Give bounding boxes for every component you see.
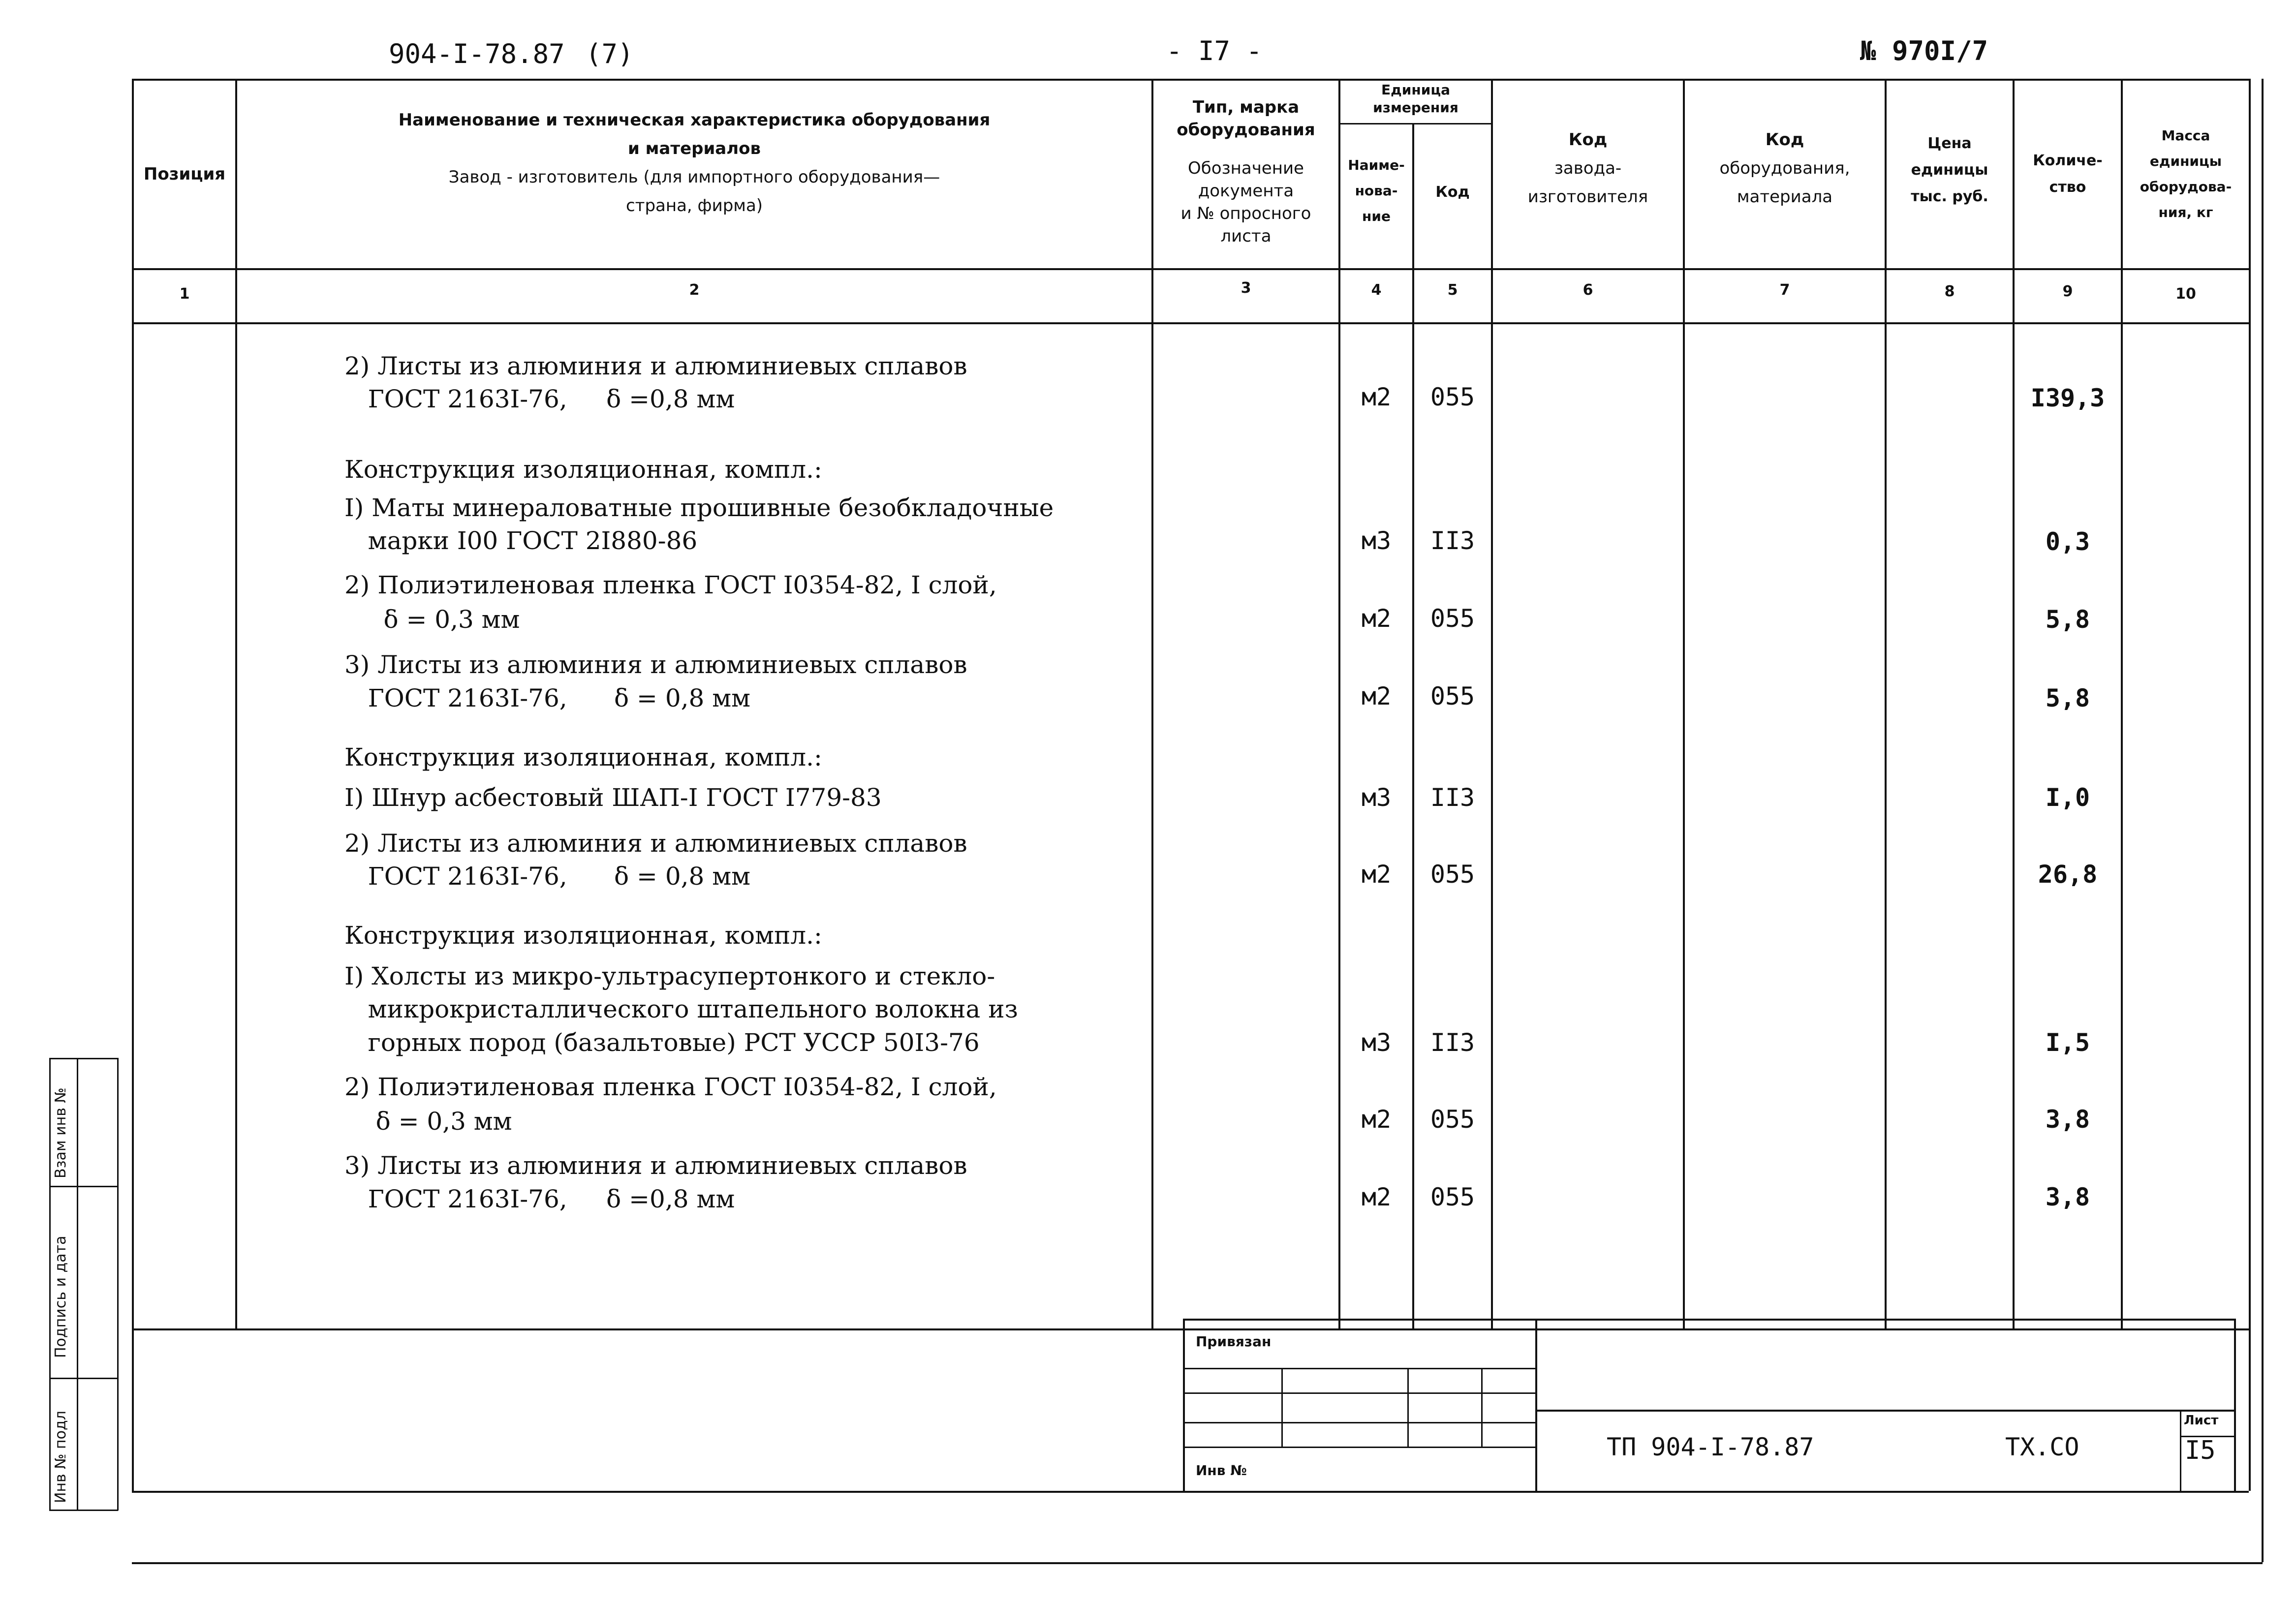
item-text: I) Маты минераловатные прошивные безобкладочные [344, 494, 1054, 522]
archive-number: № 970I/7 [1860, 35, 1988, 66]
side-inv-podl: Инв № подл [52, 1411, 69, 1503]
item-text: δ = 0,3 мм [344, 1107, 512, 1136]
group-heading: Конструкция изоляционная, компл.: [344, 921, 822, 950]
unit-code: 055 [1430, 604, 1475, 633]
quantity-value: I,5 [2045, 1028, 2090, 1057]
quantity-value: 3,8 [2045, 1105, 2090, 1134]
sheet-number: I5 [2185, 1436, 2216, 1465]
unit-code: II3 [1430, 783, 1475, 812]
col-number: 7 [1779, 281, 1790, 299]
unit-code: 055 [1430, 383, 1475, 411]
unit-code: 055 [1430, 1183, 1475, 1211]
quantity-value: I39,3 [2030, 384, 2105, 412]
unit-code: II3 [1430, 526, 1475, 555]
header-unit-code: Код [1435, 184, 1470, 201]
group-heading: Конструкция изоляционная, компл.: [344, 455, 822, 484]
unit-value: м3 [1361, 783, 1392, 812]
header-name: Наименование и техническая характеристика оборудования и материалов Завод - изготовитель (для импортного оборудования— страна, фирма) [398, 110, 991, 216]
quantity-value: 0,3 [2045, 527, 2090, 556]
unit-value: м3 [1361, 526, 1392, 555]
item-text: 2) Листы из алюминия и алюминиевых сплавов [344, 829, 967, 858]
quantity-value: 3,8 [2045, 1183, 2090, 1211]
sheet-label: Лист [2184, 1413, 2219, 1428]
item-text: δ = 0,3 мм [344, 605, 520, 634]
quantity-value: I,0 [2045, 783, 2090, 812]
col-number: 2 [689, 281, 700, 299]
header-unit-name: Наиме- нова- ние [1348, 157, 1405, 224]
page-number: - I7 - [1166, 35, 1263, 66]
side-podpis-data: Подпись и дата [52, 1235, 69, 1358]
header-unit-group: Единица измерения [1373, 82, 1458, 116]
unit-code: II3 [1430, 1028, 1475, 1057]
item-text: I) Шнур асбестовый ШАП-I ГОСТ I779-83 [344, 783, 882, 812]
item-text: марки I00 ГОСТ 2I880-86 [344, 526, 698, 555]
col-number: 6 [1582, 281, 1593, 299]
unit-value: м2 [1361, 604, 1392, 633]
document-mark: ТХ.СО [2005, 1433, 2079, 1461]
col-number: 3 [1241, 279, 1251, 297]
col-number: 5 [1447, 281, 1458, 299]
side-vzam-inv: Взам инв № [52, 1087, 69, 1178]
item-text: горных пород (базальтовые) РСТ УССР 50I3-76 [344, 1028, 980, 1057]
item-text: ГОСТ 2163I-76, δ =0,8 мм [344, 385, 735, 413]
quantity-value: 5,8 [2045, 684, 2090, 712]
col-number: 10 [2175, 285, 2196, 303]
unit-value: м2 [1361, 383, 1392, 411]
col-number: 9 [2062, 283, 2073, 300]
item-text: 2) Полиэтиленовая пленка ГОСТ I0354-82, I слой, [344, 571, 997, 599]
item-text: I) Холсты из микро-ультрасупертонкого и стекло- [344, 962, 995, 990]
privyazan-label: Привязан [1196, 1333, 1272, 1350]
item-text: 3) Листы из алюминия и алюминиевых сплавов [344, 1151, 967, 1180]
unit-code: 055 [1430, 682, 1475, 710]
col-number: 1 [179, 285, 190, 303]
unit-value: м3 [1361, 1028, 1392, 1057]
item-text: 2) Листы из алюминия и алюминиевых сплавов [344, 352, 967, 380]
unit-value: м2 [1361, 1183, 1392, 1211]
inv-no-label: Инв № [1196, 1462, 1247, 1479]
quantity-value: 5,8 [2045, 605, 2090, 634]
col-number: 4 [1371, 281, 1382, 299]
unit-value: м2 [1361, 682, 1392, 710]
group-heading: Конструкция изоляционная, компл.: [344, 743, 822, 771]
header-type: Тип, марка оборудования Обозначение документа и № опросного листа [1177, 97, 1315, 246]
header-mass: Масса единицы оборудова- ния, кг [2140, 127, 2232, 220]
item-text: ГОСТ 2163I-76, δ = 0,8 мм [344, 684, 751, 712]
header-position: Позиция [143, 164, 226, 184]
item-text: 3) Листы из алюминия и алюминиевых сплавов [344, 650, 967, 679]
sheet-mark: (7) [586, 38, 634, 69]
header-quantity: Количе- ство [2033, 152, 2103, 196]
unit-code: 055 [1430, 1105, 1475, 1134]
item-text: ГОСТ 2163I-76, δ =0,8 мм [344, 1185, 735, 1213]
unit-code: 055 [1430, 860, 1475, 889]
header-maker-code: Код завода- изготовителя [1527, 130, 1648, 207]
header-price: Цена единицы тыс. руб. [1911, 135, 1988, 205]
col-number: 8 [1944, 283, 1955, 300]
item-text: ГОСТ 2163I-76, δ = 0,8 мм [344, 862, 751, 891]
item-text: 2) Полиэтиленовая пленка ГОСТ I0354-82, I слой, [344, 1073, 997, 1101]
unit-value: м2 [1361, 1105, 1392, 1134]
header-equipment-code: Код оборудования, материала [1719, 130, 1850, 207]
item-text: микрокристаллического штапельного волокна из [344, 995, 1018, 1023]
document-code: 904-I-78.87 [389, 38, 565, 69]
unit-value: м2 [1361, 860, 1392, 889]
quantity-value: 26,8 [2038, 860, 2098, 889]
title-code: ТП 904-I-78.87 [1607, 1433, 1814, 1461]
